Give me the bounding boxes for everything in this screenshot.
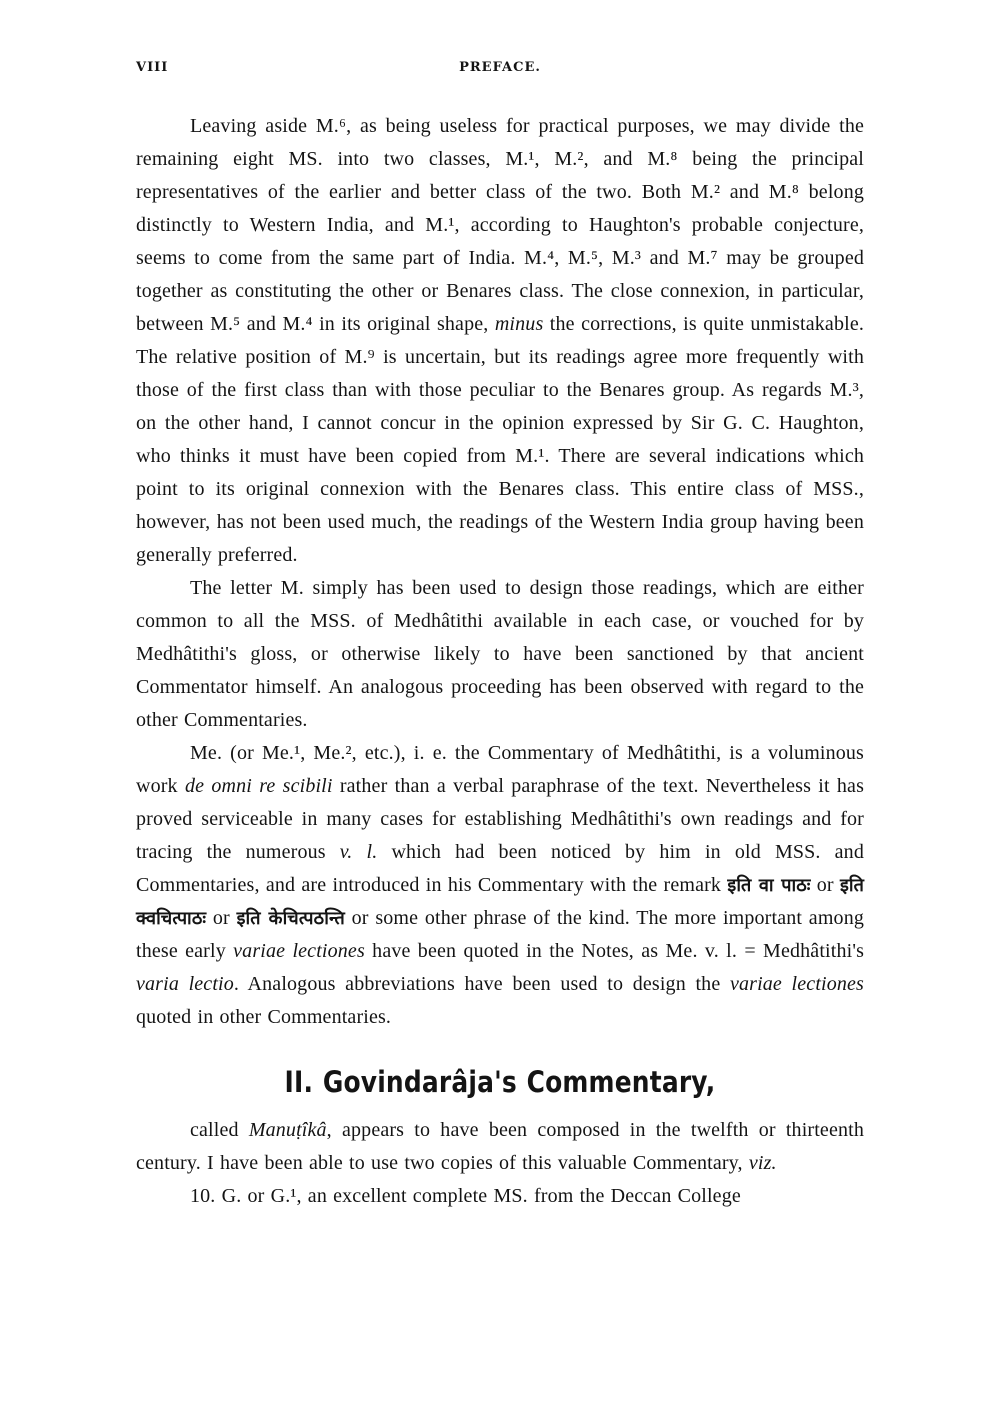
devanagari-phrase: इति केचित्पठन्ति [236, 908, 345, 929]
devanagari-phrase: इति क्वचित्पाठः [136, 875, 864, 929]
section-heading: II. Govindarâja's Commentary, [284, 1065, 716, 1099]
paragraph-govindaraja: called Manuṭîkâ, appears to have been composed in the twelfth or thirteenth century. I have been able to use two copies of this valuable Commentary, viz. [136, 1119, 864, 1174]
page-body [136, 110, 864, 1213]
page-header [136, 56, 864, 80]
running-title: PREFACE. [459, 60, 541, 75]
paragraph-letter-m: The letter M. simply has been used to design those readings, which are either common to all the MSS. of Medhâtithi available in each case, or vouched for by Medhâtithi's gloss, or otherwise likely to have been sanctioned by that ancient Commentator himself. An analogous proceeding has been observed with regard to the other Commentaries. [136, 577, 864, 731]
paragraph-manuscript-classes: Leaving aside M.⁶, as being useless for practical purposes, we may divide the remaining eight MS. into two classes, M.¹, M.², and M.⁸ being the principal representatives of the earlier and better class of the two. Both M.² and M.⁸ belong distinctly to Western India, and M.¹, according to Haughton's probable conjecture, seems to come from the same part of India. M.⁴, M.⁵, M.³ and M.⁷ may be grouped together as constituting the other or Benares class. The close connexion, in particular, between M.⁵ and M.⁴ in its original shape, minus the corrections, is quite unmistakable. The relative position of M.⁹ is uncertain, but its readings agree more frequently with those of the first class than with those peculiar to the Benares group. As regards M.³, on the other hand, I cannot concur in the opinion expressed by Sir G. C. Haughton, who thinks it must have been copied from M.¹. There are several indications which point to its original connexion with the Benares class. This entire class of MSS., however, has not been used much, the readings of the Western India group having been generally preferred. [136, 115, 864, 566]
paragraph-medhatithi-commentary: Me. (or Me.¹, Me.², etc.), i. e. the Commentary of Medhâtithi, is a voluminous work de omni re scibili rather than a verbal paraphrase of the text. Nevertheless it has proved serviceable in many cases for establishing Medhâtithi's own readings and for tracing the numerous v. l. which had been noticed by him in old MSS. and Commentaries, and are introduced in his Commentary with the remark इति वा पाठः or इति क्वचित्पाठः or इति केचित्पठन्ति or some other phrase of the kind. The more important among these early variae lectiones have been quoted in the Notes, as Me. v. l. = Medhâtithi's varia lectio. Analogous abbreviations have been used to design the variae lectiones quoted in other Commentaries. [136, 742, 865, 1028]
paragraph-manuscript-entry: 10. G. or G.¹, an excellent complete MS. from the Deccan College [190, 1185, 741, 1207]
devanagari-phrase: इति वा पाठः [727, 875, 811, 896]
page-number: VIII [136, 60, 169, 75]
